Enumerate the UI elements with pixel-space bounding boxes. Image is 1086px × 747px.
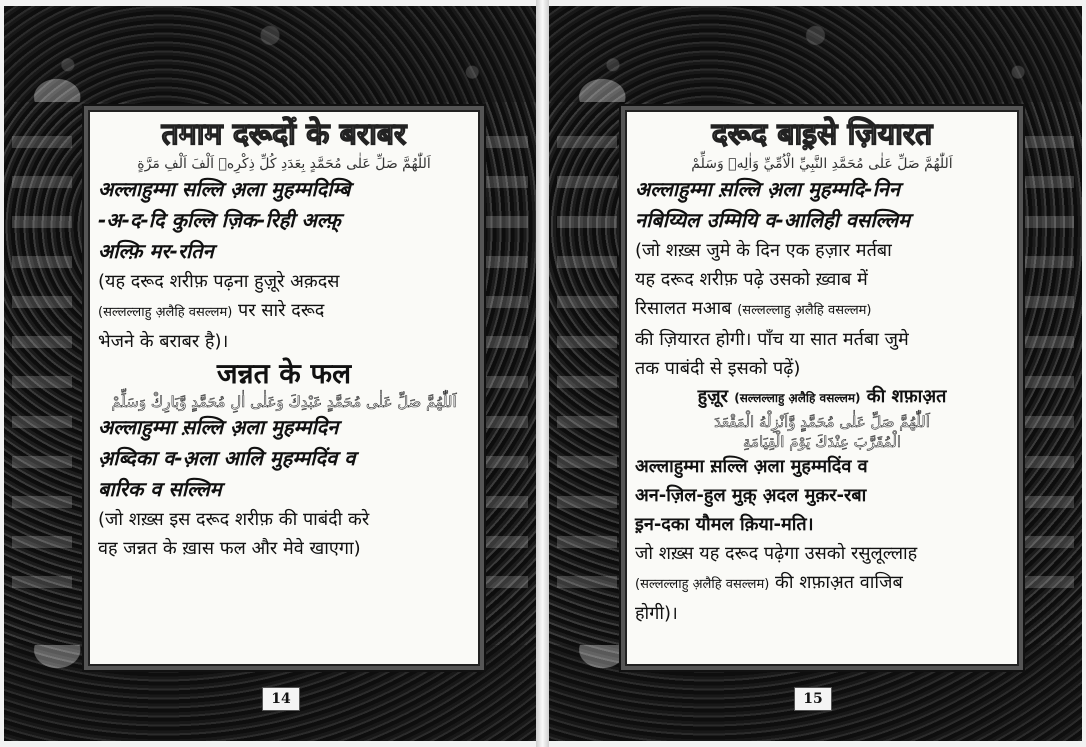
durood-transliteration: अल्लाहुम्मा स़ल्लि अ़ला मुहम्मदि-निन नबिय्यिल उम्मियि व-आलिही वसल्लिम bbox=[635, 177, 911, 232]
arabic-durood: اَللّٰهُمَّ صَلِّ عَلٰى مُحَمَّدِ النَّبِيِّ الْاُمِّيِّ وَاٰلِهٖ وَسَلِّمْ bbox=[691, 156, 953, 172]
side-floral-border bbox=[12, 136, 72, 611]
left-page bbox=[4, 6, 536, 741]
top-floral-border bbox=[549, 6, 1082, 102]
durood-note: (जो शख़्स इस दरूद शरीफ़ की पाबंदी करे वह जन्नत के ख़ास फल और मेवे खाएगा) bbox=[98, 509, 370, 559]
durood-note: (जो शख़्स जुमे के दिन एक हज़ार मर्तबा यह दरूद शरीफ़ पढ़े उसको ख़्वाब में रिसालत मआब (सल्लल्लाहु अ़लैहि वसल्लम) की ज़ियारत होगी। पाँच या सात मर्तबा जुमे तक पाबंदी से इसको पढ़ें) bbox=[635, 240, 909, 379]
section-heading: हुज़ूर (सल्लल्लाहु अ़लैहि वसल्लम) की शफ़ाअ़त bbox=[697, 386, 947, 407]
durood-transliteration: अल्लाहुम्मा सल्लि अ़ला मुहम्मदिम्बि -अ-द-दि कुल्लि ज़िक-रिही अल्फ़् अल्फ़ि मर-रतिन bbox=[98, 177, 351, 263]
durood-note: जो शख़्स यह दरूद पढ़ेगा उसको रसुलूल्लाह (सल्लल्लाहु अ़लैहि वसल्लम) की शफ़ाअ़त वाजिब होगी)। bbox=[635, 543, 918, 624]
durood-transliteration: अल्लाहुम्मा स़ल्लि अ़ला मुहम्मदिंव व अन-ज़िल-हुल मुक़् अ़दल मुक़र-रबा इ़न-दका यौमल क़िया-मति। bbox=[635, 456, 868, 535]
arabic-durood: اَللّٰهُمَّ صَلِّ عَلٰى مُحَمَّدٍ عَبْدِكَ وَعَلٰى اٰلِ مُحَمَّدٍ وَّبَارِكْ وَسَلِّمْ bbox=[111, 393, 457, 411]
side-floral-border bbox=[557, 136, 617, 611]
right-page bbox=[549, 6, 1082, 741]
section-heading: जन्नत के फल bbox=[216, 357, 352, 390]
page-number: 14 bbox=[262, 687, 300, 711]
book-spine bbox=[536, 0, 549, 747]
text-panel bbox=[88, 110, 480, 666]
durood-note: (यह दरूद शरीफ़ पढ़ना हुज़ूरे अक़दस (सल्लल्लाहु अ़लैहि वसल्लम) पर सारे दरूद भेजने के बराबर है)। bbox=[98, 271, 340, 352]
page-title: दरूद बाइ़से ज़ियारत bbox=[711, 117, 933, 152]
durood-transliteration: अल्लाहुम्मा स़ल्लि अ़ला मुहम्मदिन अ़ब्दिका व-अ़ला आलि मुहम्मदिंव व बारिक व सल्लिम bbox=[98, 415, 356, 501]
text-panel bbox=[625, 110, 1019, 666]
page-title: तमाम दरूदों के बराबर bbox=[161, 117, 407, 152]
top-floral-border bbox=[4, 6, 536, 102]
arabic-durood: الْمُقَرَّبَ عِنْدَكَ يَوْمَ الْقِيَامَةِ bbox=[742, 433, 902, 451]
arabic-durood: اَللّٰهُمَّ صَلِّ عَلٰى مُحَمَّدٍ بِعَدَدِ كُلِّ ذِكْرِهٖ اَلْفَ اَلْفِ مَرَّةٍ bbox=[137, 156, 431, 172]
side-floral-border bbox=[1014, 136, 1074, 611]
page-number: 15 bbox=[794, 687, 832, 711]
arabic-durood: اَللّٰهُمَّ صَلِّ عَلٰى مُحَمَّدٍ وَّاَنْزِلْهُ الْمَقْعَدَ bbox=[714, 413, 930, 431]
